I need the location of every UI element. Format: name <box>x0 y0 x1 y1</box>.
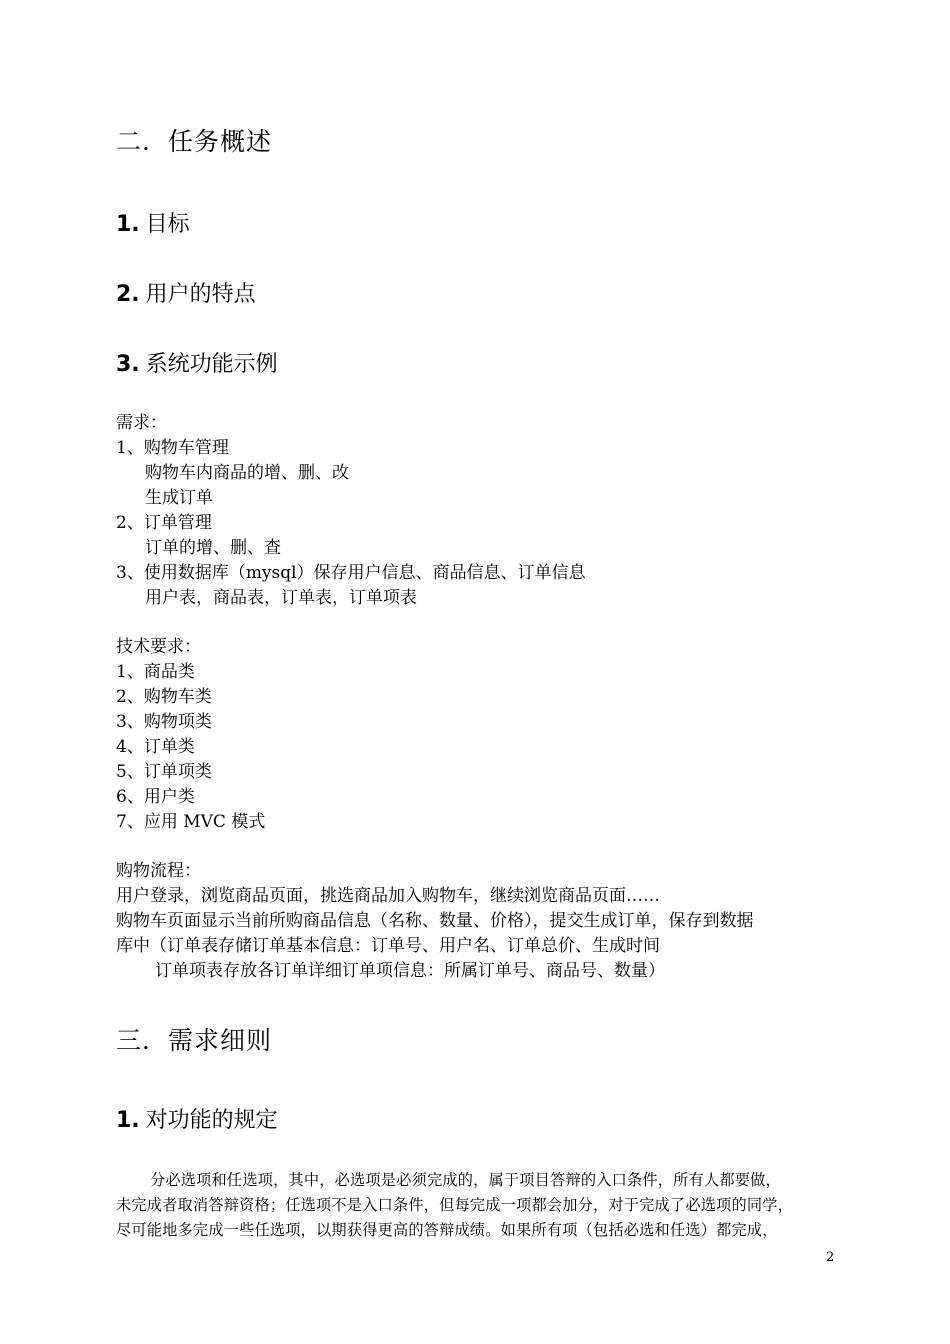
subsection-1-heading <box>116 207 190 238</box>
paragraph-line: 未完成者取消答辩资格；任选项不是入口条件，但每完成一项都会加分，对于完成了必选项的同学， <box>116 1196 794 1214</box>
paragraph-line: 分必选项和任选项，其中，必选项是必须完成的，属于项目答辩的入口条件，所有人都要做， <box>150 1171 781 1189</box>
subsection-number: 3. <box>116 352 140 377</box>
tech-item: 2、购物车类 <box>116 687 212 707</box>
flow-line: 用户登录，浏览商品页面，挑选商品加入购物车，继续浏览商品页面…… <box>116 886 660 906</box>
section-3-subsection-heading <box>116 1103 278 1134</box>
flow-heading: 购物流程： <box>116 861 201 881</box>
subsection-number: 2. <box>116 282 140 307</box>
flow-line: 库中（订单表存储订单基本信息：订单号、用户名、订单总价、生成时间 <box>116 936 660 956</box>
tech-heading: 技术要求： <box>116 637 201 657</box>
page-number: 2 <box>826 1250 835 1265</box>
requirement-line: 订单的增、删、查 <box>145 538 281 558</box>
tech-item: 7、应用 MVC 模式 <box>116 812 266 832</box>
tech-item: 3、购物项类 <box>116 712 212 732</box>
tech-item: 1、商品类 <box>116 662 195 682</box>
requirement-line: 1、购物车管理 <box>116 438 229 458</box>
requirements-heading: 需求： <box>116 413 167 433</box>
subsection-3-heading <box>116 347 278 378</box>
requirement-line: 购物车内商品的增、删、改 <box>145 463 349 483</box>
tech-item: 5、订单项类 <box>116 762 212 782</box>
subsection-number: 1. <box>116 212 140 237</box>
requirement-line: 2、订单管理 <box>116 513 212 533</box>
paragraph-line: 尽可能地多完成一些任选项，以期获得更高的答辩成绩。如果所有项（包括必选和任选）都完成， <box>116 1221 778 1239</box>
requirement-line: 生成订单 <box>145 488 213 508</box>
requirement-line: 3、使用数据库（mysql）保存用户信息、商品信息、订单信息 <box>116 563 586 583</box>
subsection-2-heading <box>116 277 256 308</box>
flow-line: 订单项表存放各订单详细订单项信息：所属订单号、商品号、数量） <box>155 961 665 981</box>
tech-item: 6、用户类 <box>116 787 195 807</box>
subsection-title: 系统功能示例 <box>145 352 278 377</box>
subsection-title: 目标 <box>145 212 190 237</box>
section-3-heading: 三．需求细则 <box>116 1026 273 1055</box>
subsection-title: 对功能的规定 <box>145 1108 278 1133</box>
subsection-title: 用户的特点 <box>145 282 256 307</box>
requirement-line: 用户表，商品表，订单表，订单项表 <box>145 588 417 608</box>
section-2-heading: 二．任务概述 <box>116 127 273 156</box>
subsection-number: 1. <box>116 1108 140 1133</box>
flow-line: 购物车页面显示当前所购商品信息（名称、数量、价格），提交生成订单，保存到数据 <box>116 911 754 931</box>
tech-item: 4、订单类 <box>116 737 195 757</box>
